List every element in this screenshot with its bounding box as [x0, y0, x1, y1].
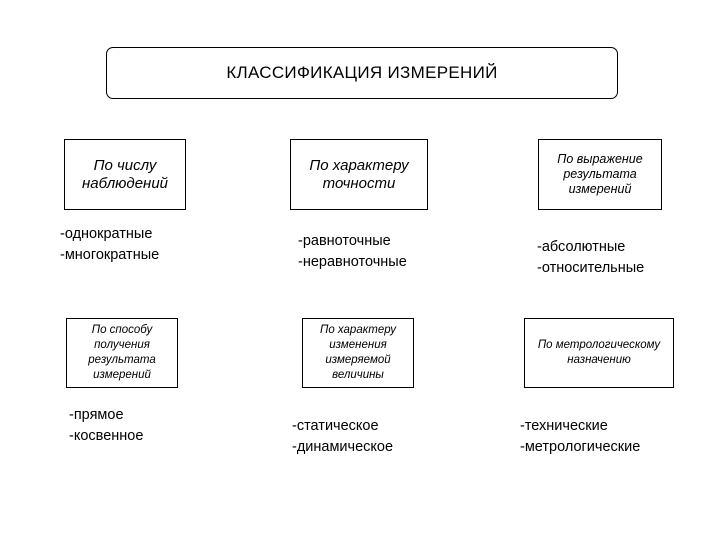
value-item: -неравноточные — [298, 254, 407, 270]
value-item: -многократные — [60, 247, 160, 263]
value-item: -абсолютные — [537, 239, 626, 255]
category-box-expression — [538, 139, 662, 210]
diagram-title — [106, 47, 618, 99]
category-box-variation — [302, 318, 414, 388]
category-box-purpose — [524, 318, 674, 388]
value-item: -равноточные — [298, 233, 391, 249]
value-item: -косвенное — [69, 428, 144, 444]
value-item: -однократные — [60, 226, 153, 242]
category-label: По способу получения результата измерений — [88, 324, 156, 381]
category-label: По характеру точности — [309, 156, 409, 192]
category-box-observations — [64, 139, 186, 210]
values-list-method — [69, 405, 143, 447]
values-list-observations — [60, 224, 159, 266]
values-list-variation — [292, 416, 393, 458]
values-list-accuracy — [298, 231, 407, 273]
value-item: -динамическое — [292, 439, 394, 455]
category-box-method — [66, 318, 178, 388]
value-item: -метрологические — [520, 439, 641, 455]
category-box-accuracy — [290, 139, 428, 210]
values-list-purpose — [520, 416, 640, 458]
category-label: По метрологическому назначению — [537, 339, 661, 366]
value-item: -технические — [520, 418, 608, 434]
value-item: -относительные — [537, 260, 645, 276]
value-item: -прямое — [69, 407, 124, 423]
values-list-expression — [537, 237, 644, 279]
category-label: По характеру изменения измеряемой величины — [319, 324, 397, 381]
category-label: По выражение результата измерений — [557, 152, 643, 196]
category-label: По числу наблюдений — [81, 156, 168, 192]
value-item: -статическое — [292, 418, 379, 434]
title-text: КЛАССИФИКАЦИЯ ИЗМЕРЕНИЙ — [226, 63, 498, 82]
